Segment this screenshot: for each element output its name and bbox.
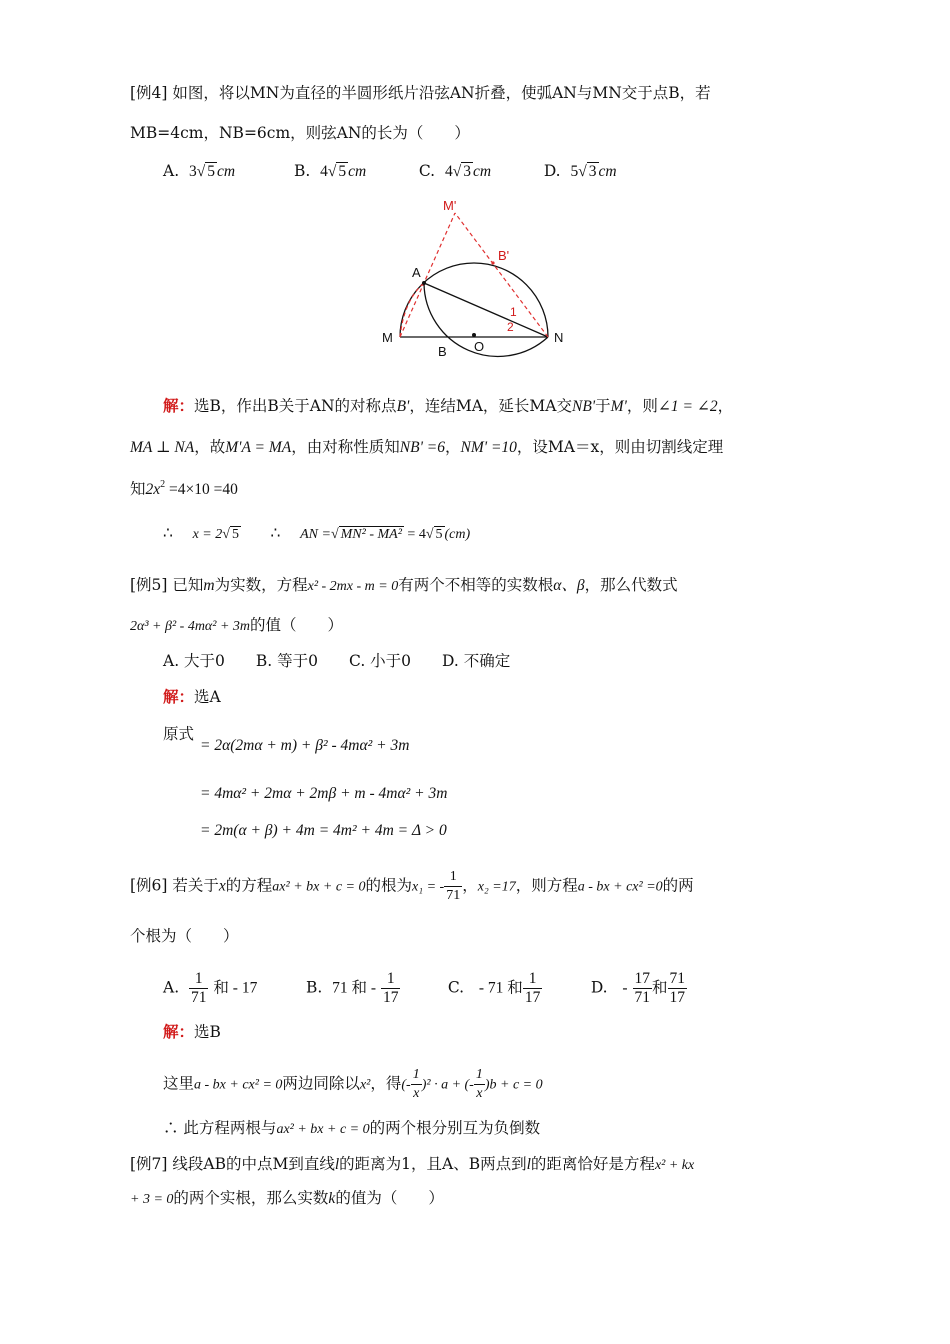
ex5-solution-pick: 解：选A	[163, 687, 221, 706]
chord-an	[424, 283, 548, 337]
line-m-mprime	[400, 213, 455, 337]
ex6-option-d: D. - $\frac{17}{71}$ 和 $\frac{71}{17}$	[590, 970, 686, 1006]
ex7-question-line2: + 3 = 0的两个实根，那么实数k的值为（ ）	[130, 1189, 444, 1207]
ex4-solution-line4: ∴ x = 2√ 5 ∴ AN =√ MN² - MA² = 4√ 5 (cm)	[163, 524, 471, 542]
ex4-option-a: A. 3√ 5 cm	[163, 162, 236, 180]
ex5-step3: = 2m(α + β) + 4m = 4m² + 4m = Δ > 0	[200, 822, 447, 839]
ex4-geometry-figure	[370, 190, 580, 360]
semicircle-arc	[400, 263, 548, 337]
ex6-solution-pick: 解：选B	[163, 1022, 221, 1041]
label-a: A	[412, 265, 421, 280]
ex7-question-line1: [例7] 线段AB的中点M到直线l的距离为1，且A、B两点到l的距离恰好是方程x² + kx	[130, 1155, 695, 1173]
ex4-options	[163, 160, 617, 183]
ex6-question-line2: 个根为（ ）	[130, 927, 239, 945]
ex4-solution-line1: 解：选B，作出B关于AN的对称点B'，连结MA，延长MA交NB'于M'，则∠1 = ∠2，	[163, 396, 734, 415]
ex5-original-label: 原式	[163, 725, 195, 743]
label-b: B	[438, 344, 447, 359]
line-n-mprime	[455, 213, 548, 337]
ex6-conclusion: ∴ 此方程两根与ax² + bx + c = 0的两个根分别互为负倒数	[163, 1119, 541, 1137]
ex5-options: A. 大于0 B. 等于0 C. 小于0 D. 不确定	[163, 652, 511, 670]
ex4-option-c: C. 4√ 3 cm	[418, 162, 492, 180]
ex6-question-line1: [例6] 若关于x的方程ax² + bx + c = 0的根为x₁ = - $\frac{1}{71}$ ，x₂ =17，则方程a - bx + cx² =0的两	[130, 869, 694, 903]
point-b-prime	[491, 261, 494, 264]
ex4-option-d: D. 5√ 3 cm	[543, 162, 617, 180]
ex4-option-b: B. 4√ 5 cm	[293, 162, 367, 180]
label-m-prime: M'	[443, 198, 457, 213]
label-n: N	[554, 330, 564, 345]
ex6-option-c: C. - 71 和 $\frac{1}{17}$	[447, 970, 541, 1006]
ex5-question-line2: 2α³ + β² - 4mα² + 3m的值（ ）	[130, 616, 344, 634]
ex6-option-a: A. $\frac{1}{71}$ 和 - 17	[163, 970, 258, 1006]
ex4-solution-line3: 知$2x^2 =4\times 10 =40$	[130, 479, 238, 498]
point-o	[472, 333, 476, 337]
ex5-step2: = 4mα² + 2mα + 2mβ + m - 4mα² + 3m	[200, 785, 448, 802]
ex6-solution-line1: 这里a - bx + cx² = 0两边同除以x²，得(- $\frac{1}{x}$ )² · a + (- $\frac{1}{x}$ )b + c = 0	[163, 1067, 543, 1101]
ex5-step1: = 2α(2mα + m) + β² - 4mα² + 3m	[200, 737, 410, 754]
ex4-solution-line2: MA ⊥ NA，故M'A = MA，由对称性质知NB' =6，NM' =10，设MA＝x，则由切割线定理	[130, 438, 724, 456]
label-angle-2: 2	[507, 320, 514, 334]
ex4-question-line2: MB=4cm，NB=6cm，则弦AN的长为（ ）	[130, 124, 470, 142]
ex4-question-line1: [例4] 如图，将以MN为直径的半圆形纸片沿弦AN折叠，使弧AN与MN交于点B，若	[130, 84, 711, 102]
label-b-prime: B'	[498, 248, 510, 263]
point-a	[422, 281, 426, 285]
label-angle-1: 1	[510, 305, 517, 319]
ex6-option-b: B. 71 和 - $\frac{1}{17}$	[305, 970, 399, 1006]
ex5-question-line1: [例5] 已知m为实数，方程x² - 2mx - m = 0有两个不相等的实数根α、β，那么代数式	[130, 576, 678, 594]
label-o: O	[474, 339, 485, 354]
label-m: M	[382, 330, 393, 345]
ex6-options	[163, 970, 687, 1007]
